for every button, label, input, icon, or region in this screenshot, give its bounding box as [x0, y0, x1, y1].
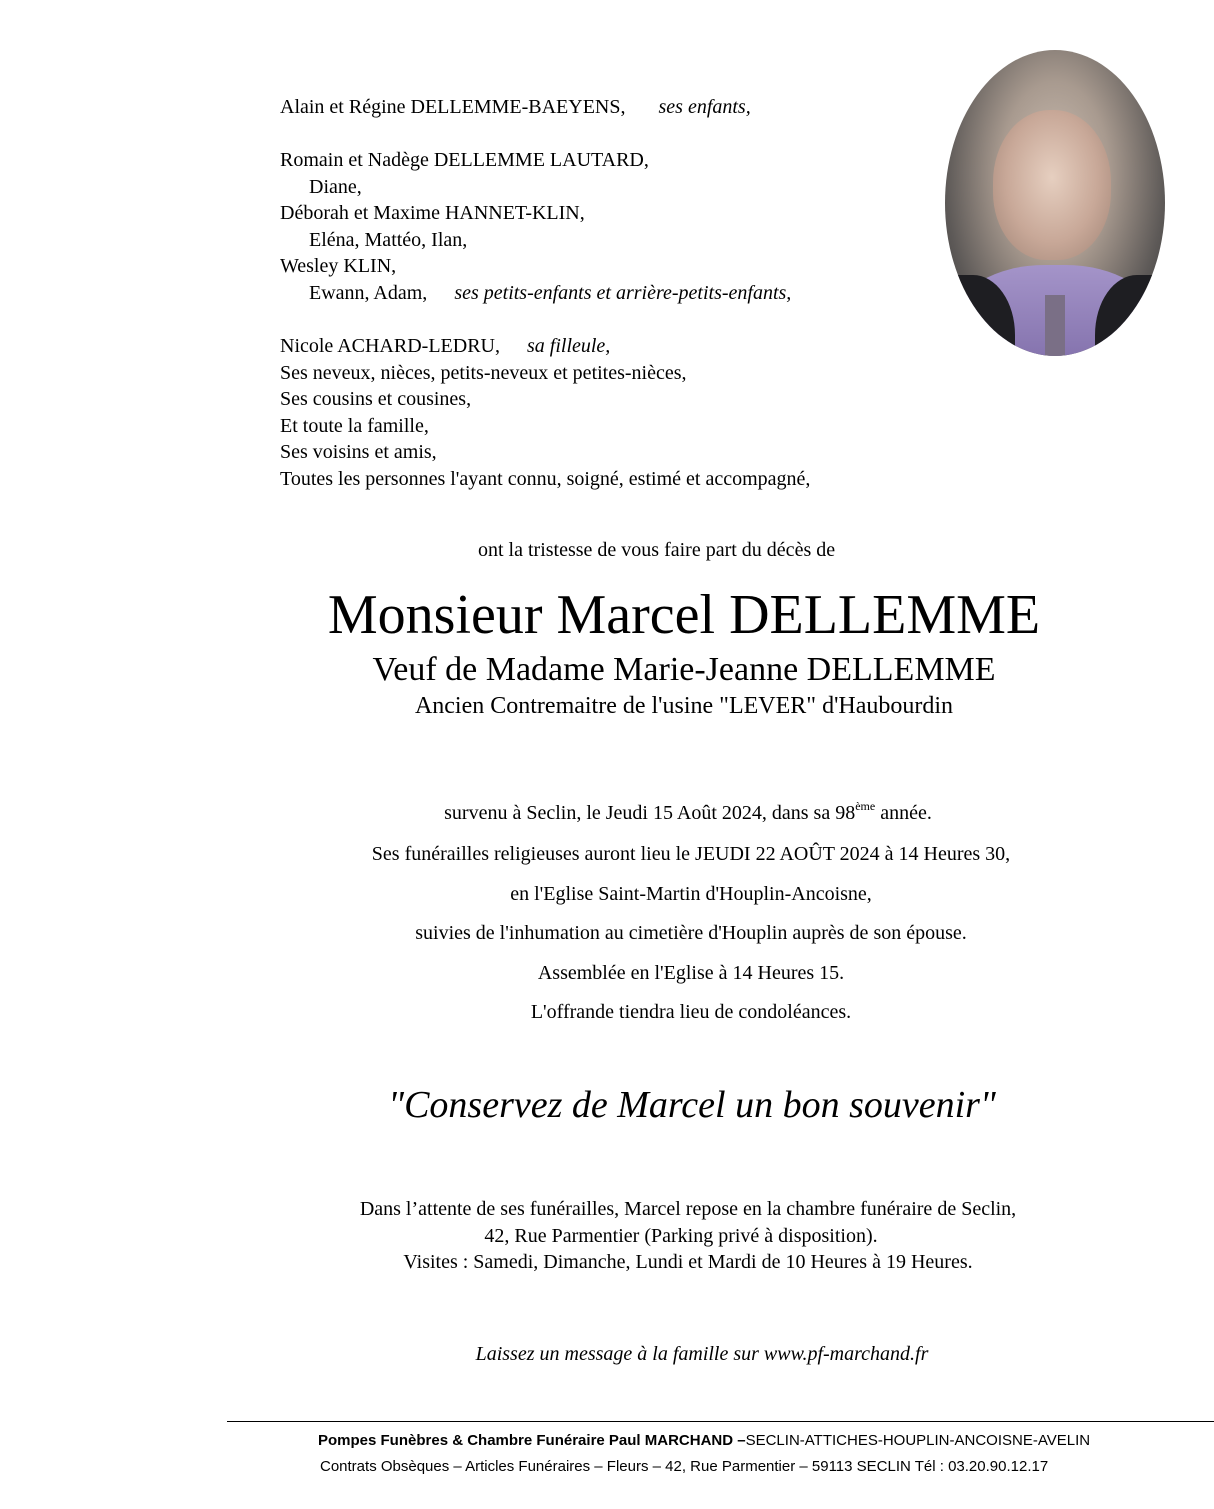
visits-line: Visites : Samedi, Dimanche, Lundi et Mardi de 10 Heures à 19 Heures.	[403, 1251, 973, 1273]
family-line-children	[280, 94, 751, 121]
death-line	[0, 799, 1214, 825]
funeral-line: Ses funérailles religieuses auront lieu le JEUDI 22 AOÛT 2024 à 14 Heures 30,	[371, 843, 1011, 865]
family-line: Déborah et Maxime HANNET-KLIN,	[280, 202, 585, 224]
family-line: Toutes les personnes l'ayant connu, soigné, estimé et accompagné,	[280, 468, 811, 490]
memorial-quote: "Conservez de Marcel un bon souvenir"	[388, 1084, 996, 1126]
announcement-intro: ont la tristesse de vous faire part du décès de	[478, 539, 836, 561]
footer-contact-line: Contrats Obsèques – Articles Funéraires – Fleurs – 42, Rue Parmentier – 59113 SECLIN Tél : 03.20.90.12.17	[320, 1458, 1049, 1475]
family-line: Ses voisins et amis,	[280, 441, 437, 463]
grandchildren-names: Ewann, Adam,	[309, 282, 428, 304]
widower-line: Veuf de Madame Marie-Jeanne DELLEMME	[372, 651, 996, 688]
family-line: Romain et Nadège DELLEMME LAUTARD,	[280, 149, 649, 171]
death-text: survenu à Seclin, le Jeudi 15 Août 2024, dans sa 98	[444, 802, 856, 824]
children-role: ses enfants,	[658, 96, 751, 118]
family-line: Ses neveux, nièces, petits-neveux et petites-nièces,	[280, 362, 687, 384]
family-line-goddaughter	[280, 333, 610, 360]
goddaughter-role: sa filleule,	[526, 335, 611, 357]
goddaughter-name: Nicole ACHARD-LEDRU,	[280, 335, 500, 357]
church-line: en l'Eglise Saint-Martin d'Houplin-Ancoisne,	[510, 883, 872, 905]
family-line: Et toute la famille,	[280, 415, 429, 437]
portrait-face	[993, 110, 1111, 260]
offering-line: L'offrande tiendra lieu de condoléances.	[530, 1001, 852, 1023]
footer-divider	[227, 1421, 1214, 1422]
family-line: Diane,	[309, 176, 362, 198]
message-link[interactable]: Laissez un message à la famille sur www.pf-marchand.fr	[475, 1343, 929, 1365]
profession-line: Ancien Contremaitre de l'usine "LEVER" d'Haubourdin	[414, 693, 954, 719]
footer-company-line	[318, 1432, 1090, 1449]
burial-line: suivies de l'inhumation au cimetière d'Houplin auprès de son épouse.	[415, 922, 967, 944]
death-text-end: année.	[875, 802, 932, 824]
family-line: Wesley KLIN,	[280, 255, 397, 277]
deceased-name: Monsieur Marcel DELLEMME	[327, 584, 1041, 646]
children-names: Alain et Régine DELLEMME-BAEYENS,	[280, 96, 626, 118]
assembly-line: Assemblée en l'Eglise à 14 Heures 15.	[537, 962, 845, 984]
rest-line: 42, Rue Parmentier (Parking privé à disposition).	[484, 1225, 878, 1247]
family-line: Eléna, Mattéo, Ilan,	[309, 229, 468, 251]
family-line: Ses cousins et cousines,	[280, 388, 472, 410]
death-superscript: ème	[855, 799, 876, 813]
family-line-grandchildren	[309, 280, 791, 307]
grandchildren-role: ses petits-enfants et arrière-petits-enfants,	[454, 282, 792, 304]
portrait-tie	[1045, 295, 1065, 356]
rest-line: Dans l’attente de ses funérailles, Marcel repose en la chambre funéraire de Seclin,	[359, 1198, 1017, 1220]
footer-company-name: Pompes Funèbres & Chambre Funéraire Paul MARCHAND –	[318, 1432, 746, 1449]
footer-locations: SECLIN-ATTICHES-HOUPLIN-ANCOISNE-AVELIN	[745, 1432, 1091, 1449]
portrait-photo	[945, 50, 1165, 356]
